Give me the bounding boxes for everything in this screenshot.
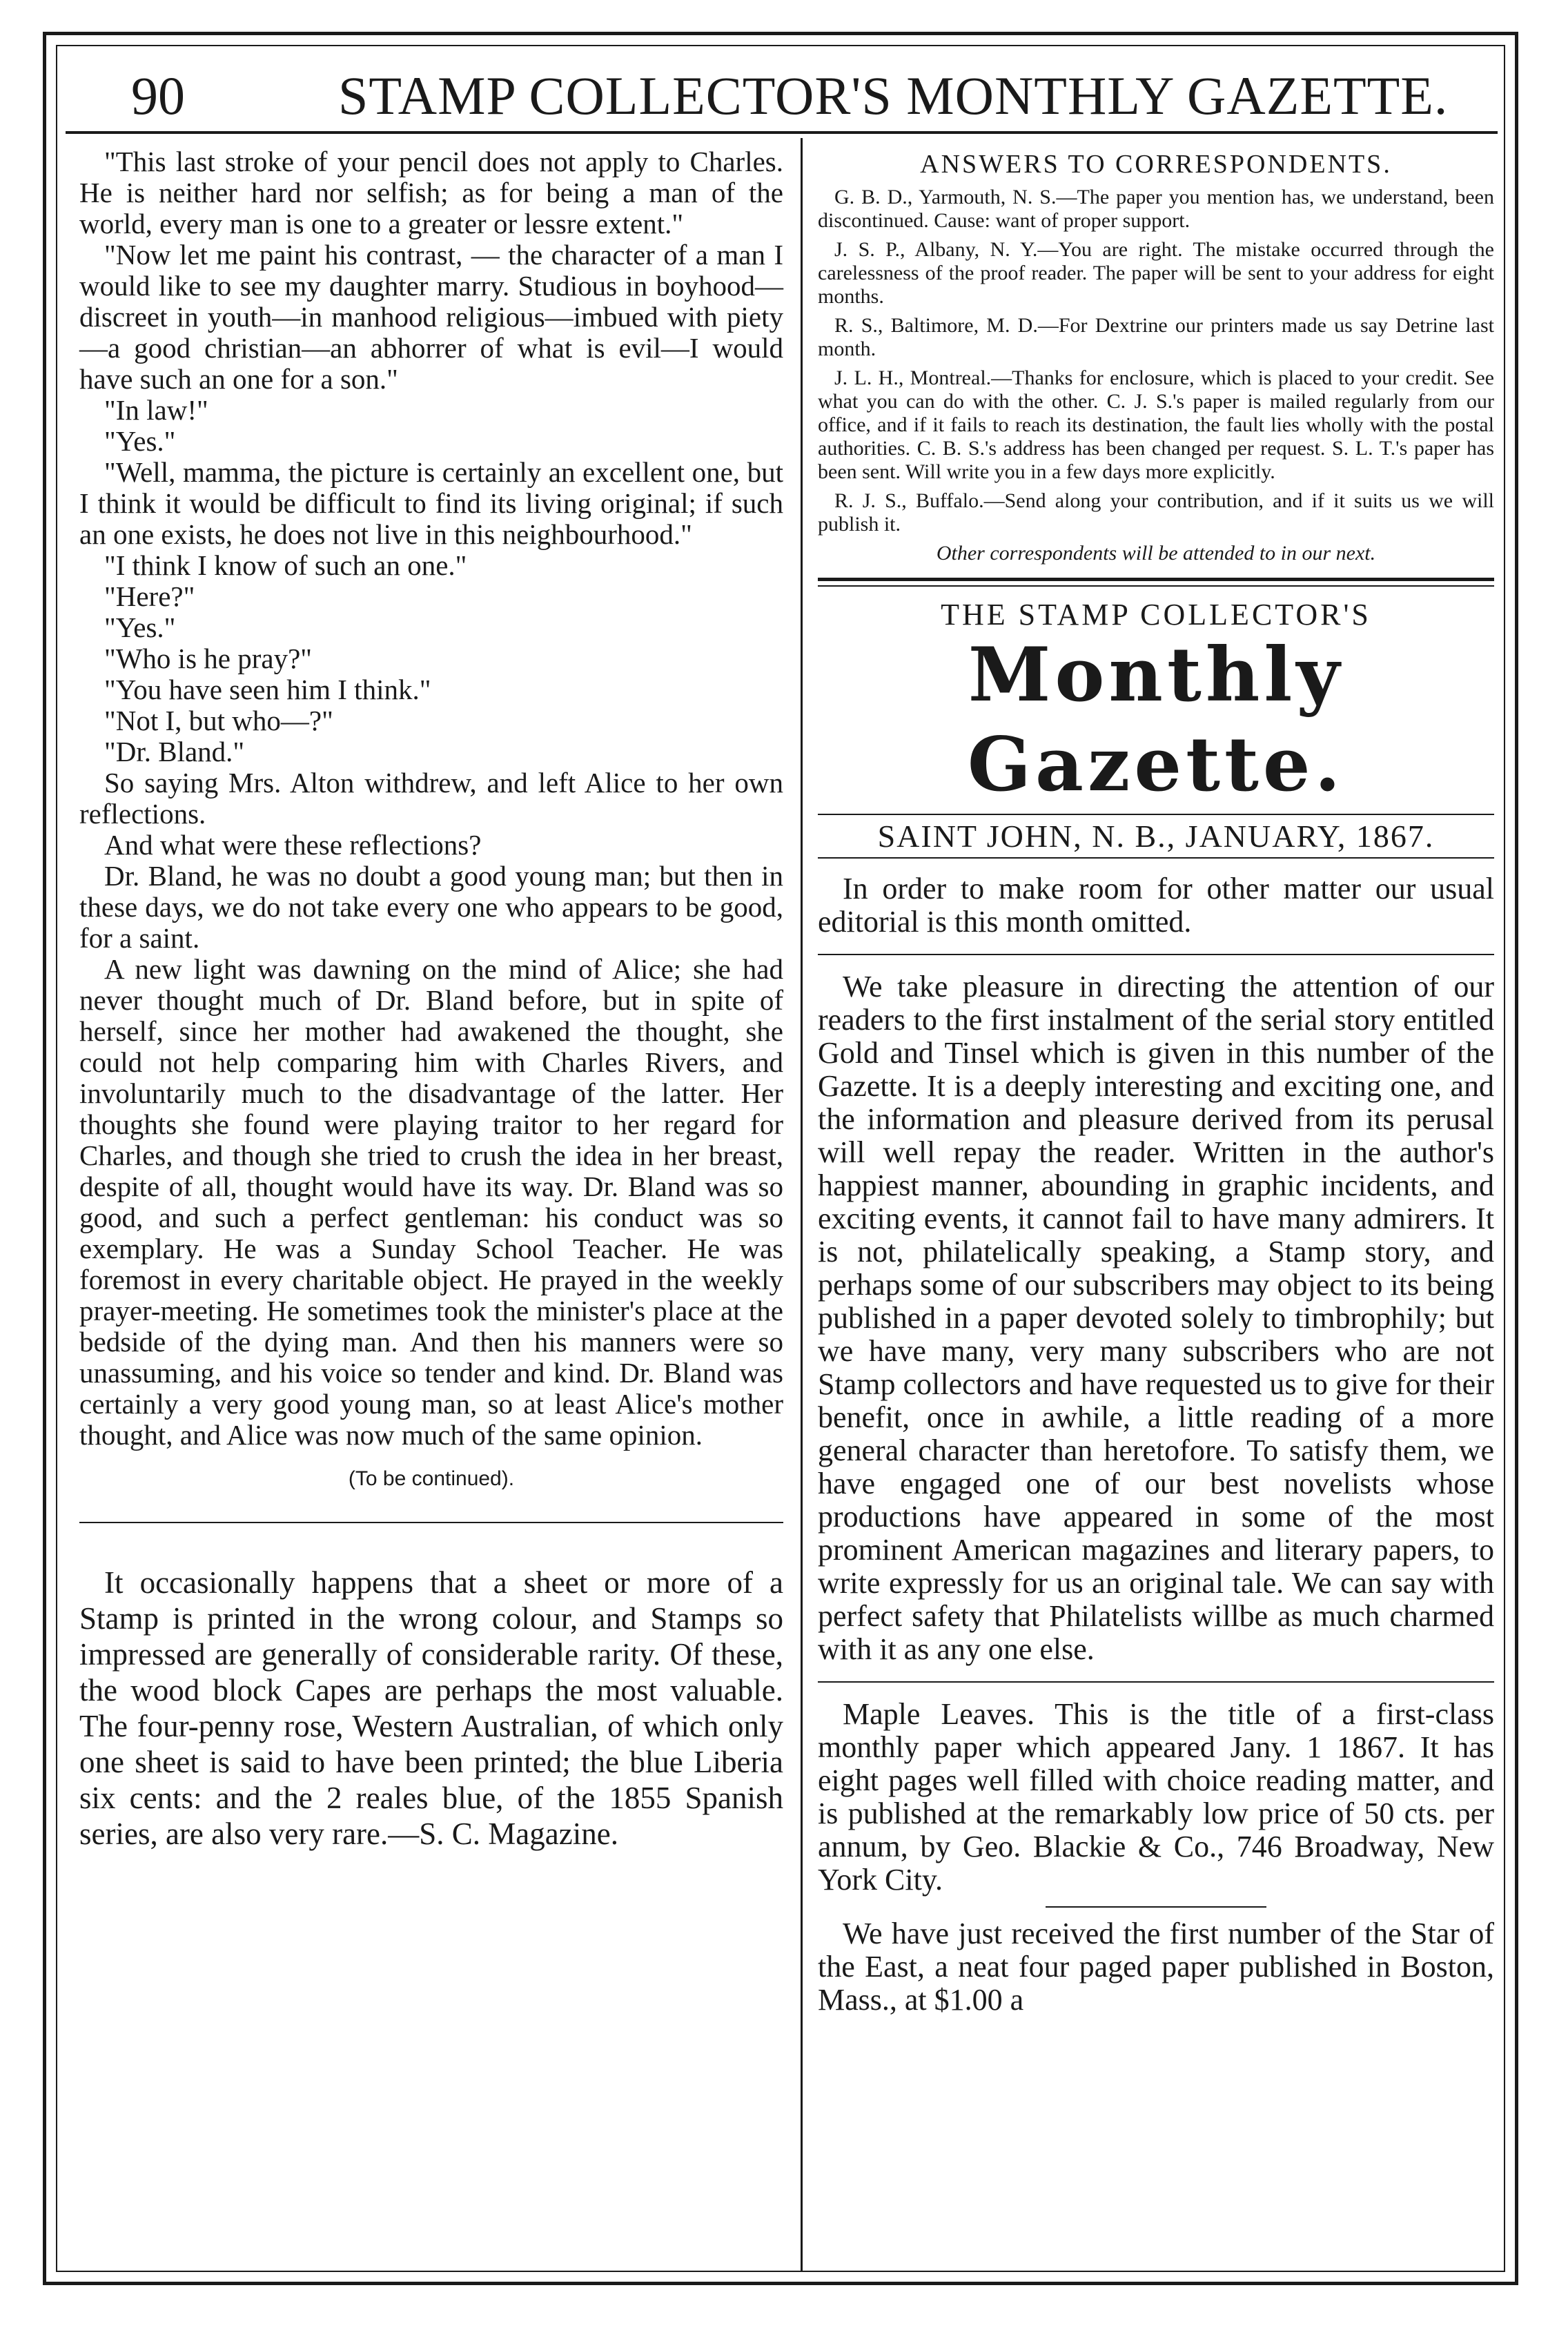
masthead-top-line: THE STAMP COLLECTOR'S [941,598,1371,632]
story-paragraph: So saying Mrs. Alton withdrew, and left Alice to her own reflections. [79,767,783,830]
answers-note: Other correspondents will be attended to in our next. [936,542,1376,565]
masthead-title: Monthly Gazette. [967,632,1345,808]
masthead-rule-top [818,578,1494,581]
maple-leaves-note: Maple Leaves. This is the title of a first-class monthly paper which appeared Jany. 1 1867. It has eight pages well filled with choice reading matter, and is published at the remarkably low price of 50 cts. per annum, by Geo. Blackie & Co., 746 Broadway, New York City. [818,1697,1494,1897]
dateline-rule [818,857,1494,859]
section-rule [818,954,1494,955]
answer-item: R. S., Baltimore, M. D.—For Dextrine our printers made us say Detrine last month. [818,314,1494,360]
page-number: 90 [131,66,185,126]
story-paragraph: "Who is he pray?" [104,643,313,674]
answer-item: J. S. P., Albany, N. Y.—You are right. The mistake occurred through the carelessness of the proof reader. The paper will be sent to your address for eight months. [818,238,1494,308]
story-paragraph: "Not I, but who—?" [104,705,333,736]
running-title: STAMP COLLECTOR'S MONTHLY GAZETTE. [338,66,1449,126]
story-paragraph: "Here?" [104,580,195,612]
answers-heading: ANSWERS TO CORRESPONDENTS. [920,150,1392,179]
star-of-east-note: We have just received the first number of the Star of the East, a neat four paged paper published in Boston, Mass., at $1.00 a [818,1917,1494,2017]
page-header [76,55,1484,131]
story-paragraph: "Now let me paint his contrast, — the character of a man I would like to see my daughter marry. Studious in boyhood—discreet in youth—in manhood religious—imbued with piety—a good christian—an abhorrer of what is evil—I would have such an one for a son." [79,239,783,395]
story-paragraph: "Well, mamma, the picture is certainly an excellent one, but I think it would be difficult to find its living original; if such an one exists, he does not live in this neighbourhood." [79,456,783,550]
story-paragraph: Dr. Bland, he was no doubt a good young man; but then in these days, we do not take every one who appears to be good, for a saint. [79,860,783,954]
right-column [818,146,1494,2017]
dateline: SAINT JOHN, N. B., JANUARY, 1867. [877,819,1435,854]
left-column [79,146,783,1852]
masthead-rule-top-thin [818,585,1494,587]
story-paragraph: "I think I know of such an one." [104,549,467,581]
section-rule [79,1522,783,1523]
editorial-note: In order to make room for other matter our usual editorial is this month omitted. [818,872,1494,939]
section-rule [818,1681,1494,1683]
story-paragraph: "This last stroke of your pencil does not apply to Charles. He is neither hard nor selfish; as for being a man of the world, every man is one to a greater or lessre extent." [79,146,783,239]
story-paragraph: "Yes." [104,611,176,643]
stamp-note-paragraph: It occasionally happens that a sheet or more of a Stamp is printed in the wrong colour, and Stamps so impressed are generally of considerable rarity. Of these, the wood block Capes are perhaps the most valuable. The four-penny rose, Western Australian, of which only one sheet is said to have been printed; the blue Liberia six cents: and the 2 reales blue, of the 1855 Spanish series, are also very rare.—S. C. Magazine. [79,1565,783,1851]
column-divider [801,138,803,2271]
masthead-rule-bottom [818,814,1494,815]
story-paragraph: And what were these reflections? [104,829,482,861]
story-paragraph: "You have seen him I think." [104,674,431,705]
serial-note: We take pleasure in directing the attention of our readers to the first instalment of the serial story entitled Gold and Tinsel which is given in this number of the Gazette. It is a deeply interesting and exciting one, and the information and pleasure derived from its perusal will well repay the reader. Written in the author's happiest manner, abounding in graphic incidents, and exciting events, it cannot fail to have many admirers. It is not, philatelically speaking, a Stamp story, and perhaps some of our subscribers may object to its being published in a paper devoted solely to timbrophily; but we have many, very many subscribers who are not Stamp collectors and have requested us to give for their benefit, once in awhile, a little reading of a more general character than heretofore. To satisfy them, we have engaged one of our best novelists whose productions have appeared in some of the most prominent American magazines and literary papers, to write expressly for us an original tale. We can say with perfect safety that Philatelists willbe as much charmed with it as any one else. [818,970,1494,1666]
story-paragraph: A new light was dawning on the mind of Alice; she had never thought much of Dr. Bland before, but in spite of herself, since her mother had awakened the thought, she could not help comparing him with Charles Rivers, and involuntarily much to the disadvantage of the latter. Her thoughts she found were playing traitor to her regard for Charles, and though she tried to crush the idea in her breast, despite of all, thought would have its way. Dr. Bland was so good, and such a perfect gentleman: his conduct was so exemplary. He was a Sunday School Teacher. He was foremost in every charitable object. He prayed in the weekly prayer-meeting. He sometimes took the minister's place at the bedside of the dying man. And then his manners were so unassuming, and his voice so tender and kind. Dr. Bland was certainly a very good young man, so at least Alice's mother thought, and Alice was now much of the same opinion. [79,953,783,1451]
short-rule [1046,1906,1266,1908]
story-paragraph: "In law!" [104,394,208,426]
story-paragraph: "Yes." [104,425,176,457]
to-be-continued: (To be continued). [348,1467,515,1490]
header-rule [66,131,1498,134]
answer-item: G. B. D., Yarmouth, N. S.—The paper you mention has, we understand, been discontinued. Cause: want of proper support. [818,186,1494,232]
answer-item: J. L. H., Montreal.—Thanks for enclosure, which is placed to your credit. See what you can do with the other. C. J. S.'s paper is mailed regularly from our office, and if it fails to reach its destination, the fault lies wholly with the postal authorities. C. B. S.'s address has been changed per request. S. L. T.'s paper has been sent. Will write you in a few days more explicitly. [818,366,1494,483]
answer-item: R. J. S., Buffalo.—Send along your contribution, and if it suits us we will publish it. [818,489,1494,536]
story-paragraph: "Dr. Bland." [104,736,245,767]
